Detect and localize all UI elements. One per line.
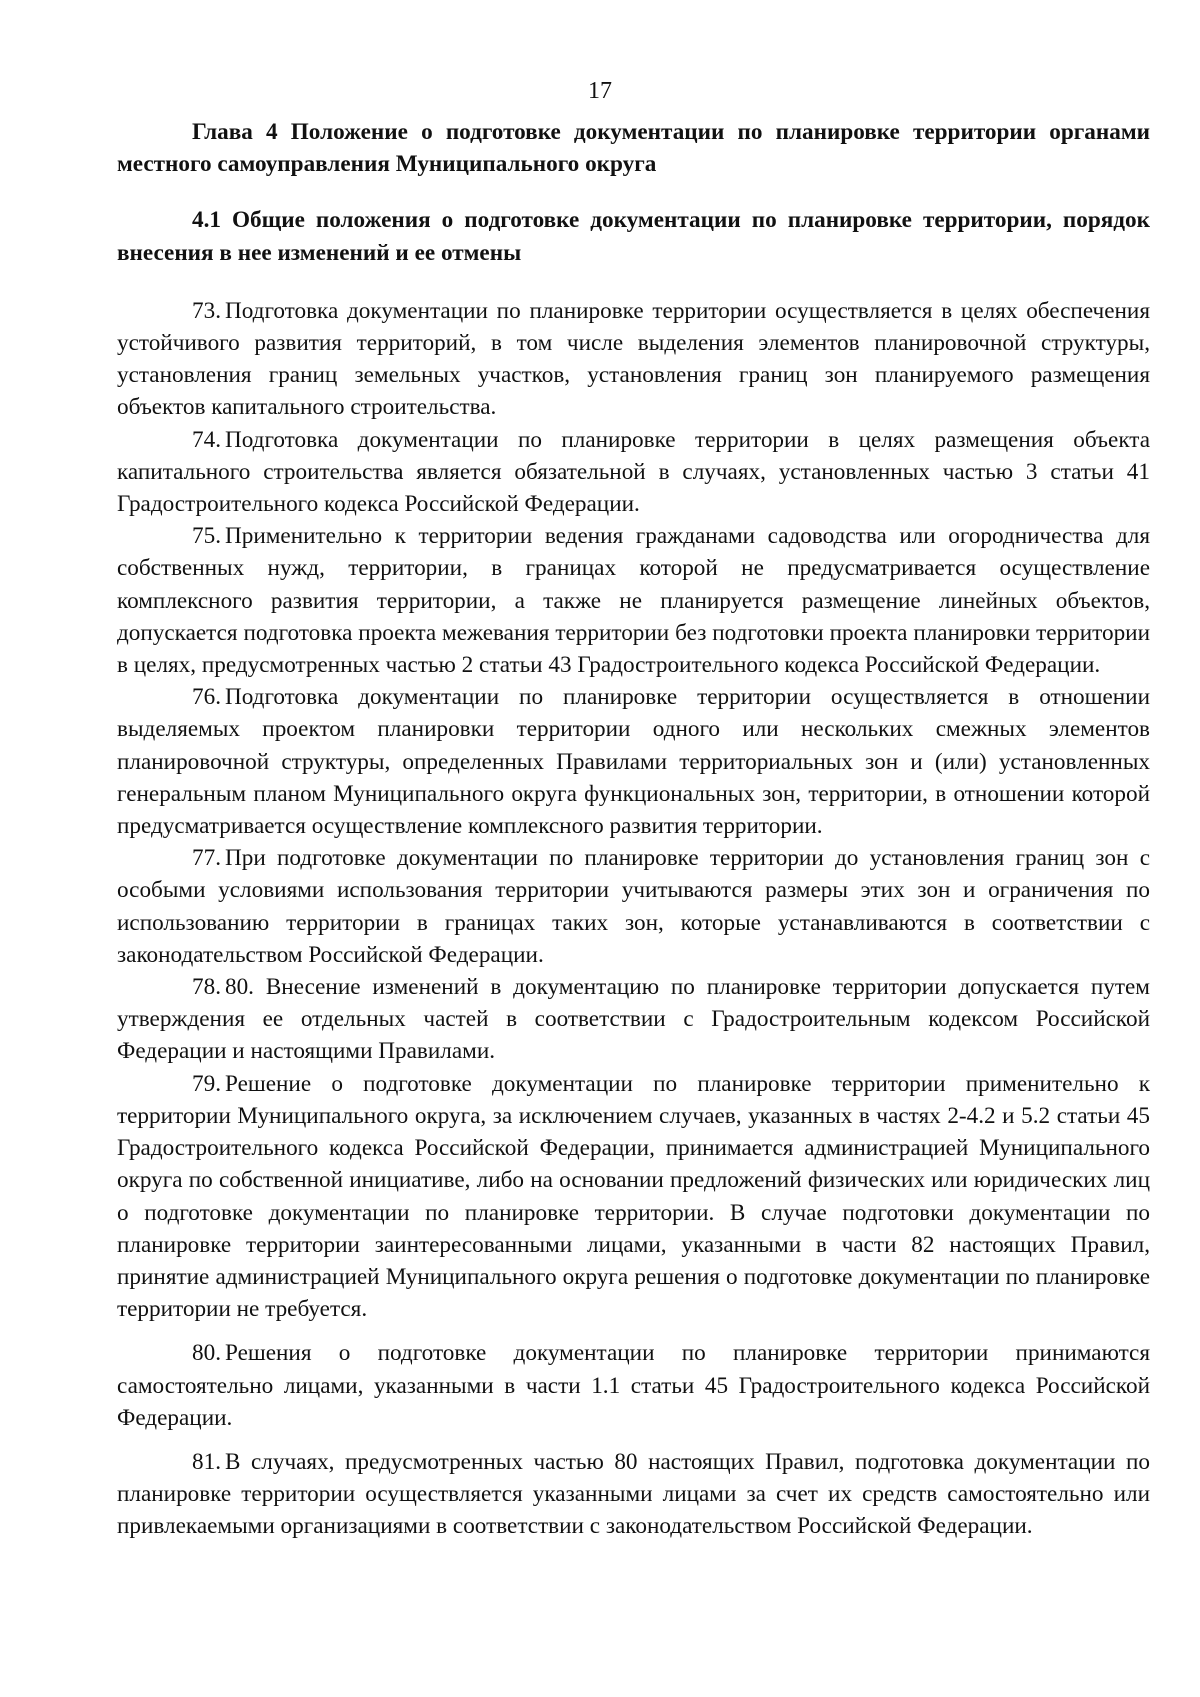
paragraph-number: 75. xyxy=(192,523,221,550)
paragraph-text: Подготовка документации по планировке территории в целях размещения объекта капитального строительства является обязательной в случаях, установленных частью 3 статьи 41 Градостроительного кодекса Российской Федерации. xyxy=(117,426,1150,518)
document-body xyxy=(117,116,1150,1543)
paragraph-text: В случаях, предусмотренных частью 80 настоящих Правил, подготовка документации по планировке территории осуществляется указанными лицами за счет их средств самостоятельно или привлекаемыми организациями в соответствии с законодательством Российской Федерации. xyxy=(117,1448,1150,1540)
chapter-heading: Глава 4 Положение о подготовке документации по планировке территории органами местного самоуправления Муниципального округа xyxy=(117,119,1150,178)
paragraph-78 xyxy=(117,971,1150,1068)
paragraph-number: 80. xyxy=(192,1340,221,1367)
paragraph-81 xyxy=(117,1446,1150,1543)
paragraph-number: 76. xyxy=(192,684,221,711)
page-number: 17 xyxy=(588,78,612,104)
paragraph-76 xyxy=(117,681,1150,842)
paragraph-text: Подготовка документации по планировке территории осуществляется в отношении выделяемых проектом планировки территории одного или нескольких смежных элементов планировочной структуры, определенных Правилами территориальных зон и (или) установленных генеральным планом Муниципального округа функциональных зон, территории, в отношении которой предусматривается осуществление комплексного развития территории. xyxy=(117,684,1150,840)
section-heading: 4.1 Общие положения о подготовке документации по планировке территории, порядок внесения в нее изменений и ее отмены xyxy=(117,207,1150,266)
paragraph-number: 78. xyxy=(192,974,221,1001)
paragraph-number: 81. xyxy=(192,1448,221,1475)
paragraph-80 xyxy=(117,1337,1150,1434)
paragraph-74 xyxy=(117,424,1150,521)
paragraph-number: 73. xyxy=(192,297,221,324)
paragraph-number: 77. xyxy=(192,845,221,872)
paragraph-number: 79. xyxy=(192,1070,221,1097)
paragraph-text: При подготовке документации по планировке территории до установления границ зон с особыми условиями использования территории учитываются размеры этих зон и ограничения по использованию территории в границах таких зон, которые устанавливаются в соответствии с законодательством Российской Федерации. xyxy=(117,845,1150,968)
paragraph-text: Подготовка документации по планировке территории осуществляется в целях обеспечения устойчивого развития территорий, в том числе выделения элементов планировочной структуры, установления границ земельных участков, установления границ зон планируемого размещения объектов капитального строительства. xyxy=(117,297,1150,421)
paragraph-79 xyxy=(117,1068,1150,1326)
paragraph-text: Решения о подготовке документации по планировке территории принимаются самостоятельно лицами, указанными в части 1.1 статьи 45 Градостроительного кодекса Российской Федерации. xyxy=(117,1340,1150,1431)
paragraph-75 xyxy=(117,520,1150,681)
paragraph-text: 80. Внесение изменений в документацию по планировке территории допускается путем утверждения ее отдельных частей в соответствии с Градостроительным кодексом Российской Федерации и настоящими Правилами. xyxy=(117,974,1150,1065)
paragraph-text: Применительно к территории ведения гражданами садоводства или огородничества для собственных нужд, территории, в границах которой не предусматривается осуществление комплексного развития территории, а также не планируется размещение линейных объектов, допускается подготовка проекта межевания территории без подготовки проекта планировки территории в целях, предусмотренных частью 2 статьи 43 Градостроительного кодекса Российской Федерации. xyxy=(117,523,1150,679)
paragraph-77 xyxy=(117,842,1150,971)
paragraph-73 xyxy=(117,295,1150,424)
paragraph-number: 74. xyxy=(192,426,221,453)
paragraph-text: Решение о подготовке документации по планировке территории применительно к территории Муниципального округа, за исключением случаев, указанных в частях 2-4.2 и 5.2 статьи 45 Градостроительного кодекса Российской Федерации, принимается администрацией Муниципального округа по собственной инициативе, либо на основании предложений физических или юридических лиц о подготовке документации по планировке территории. В случае подготовки документации по планировке территории заинтересованными лицами, указанными в части 82 настоящих Правил, принятие администрацией Муниципального округа решения о подготовке документации по планировке территории не требуется. xyxy=(117,1070,1150,1323)
